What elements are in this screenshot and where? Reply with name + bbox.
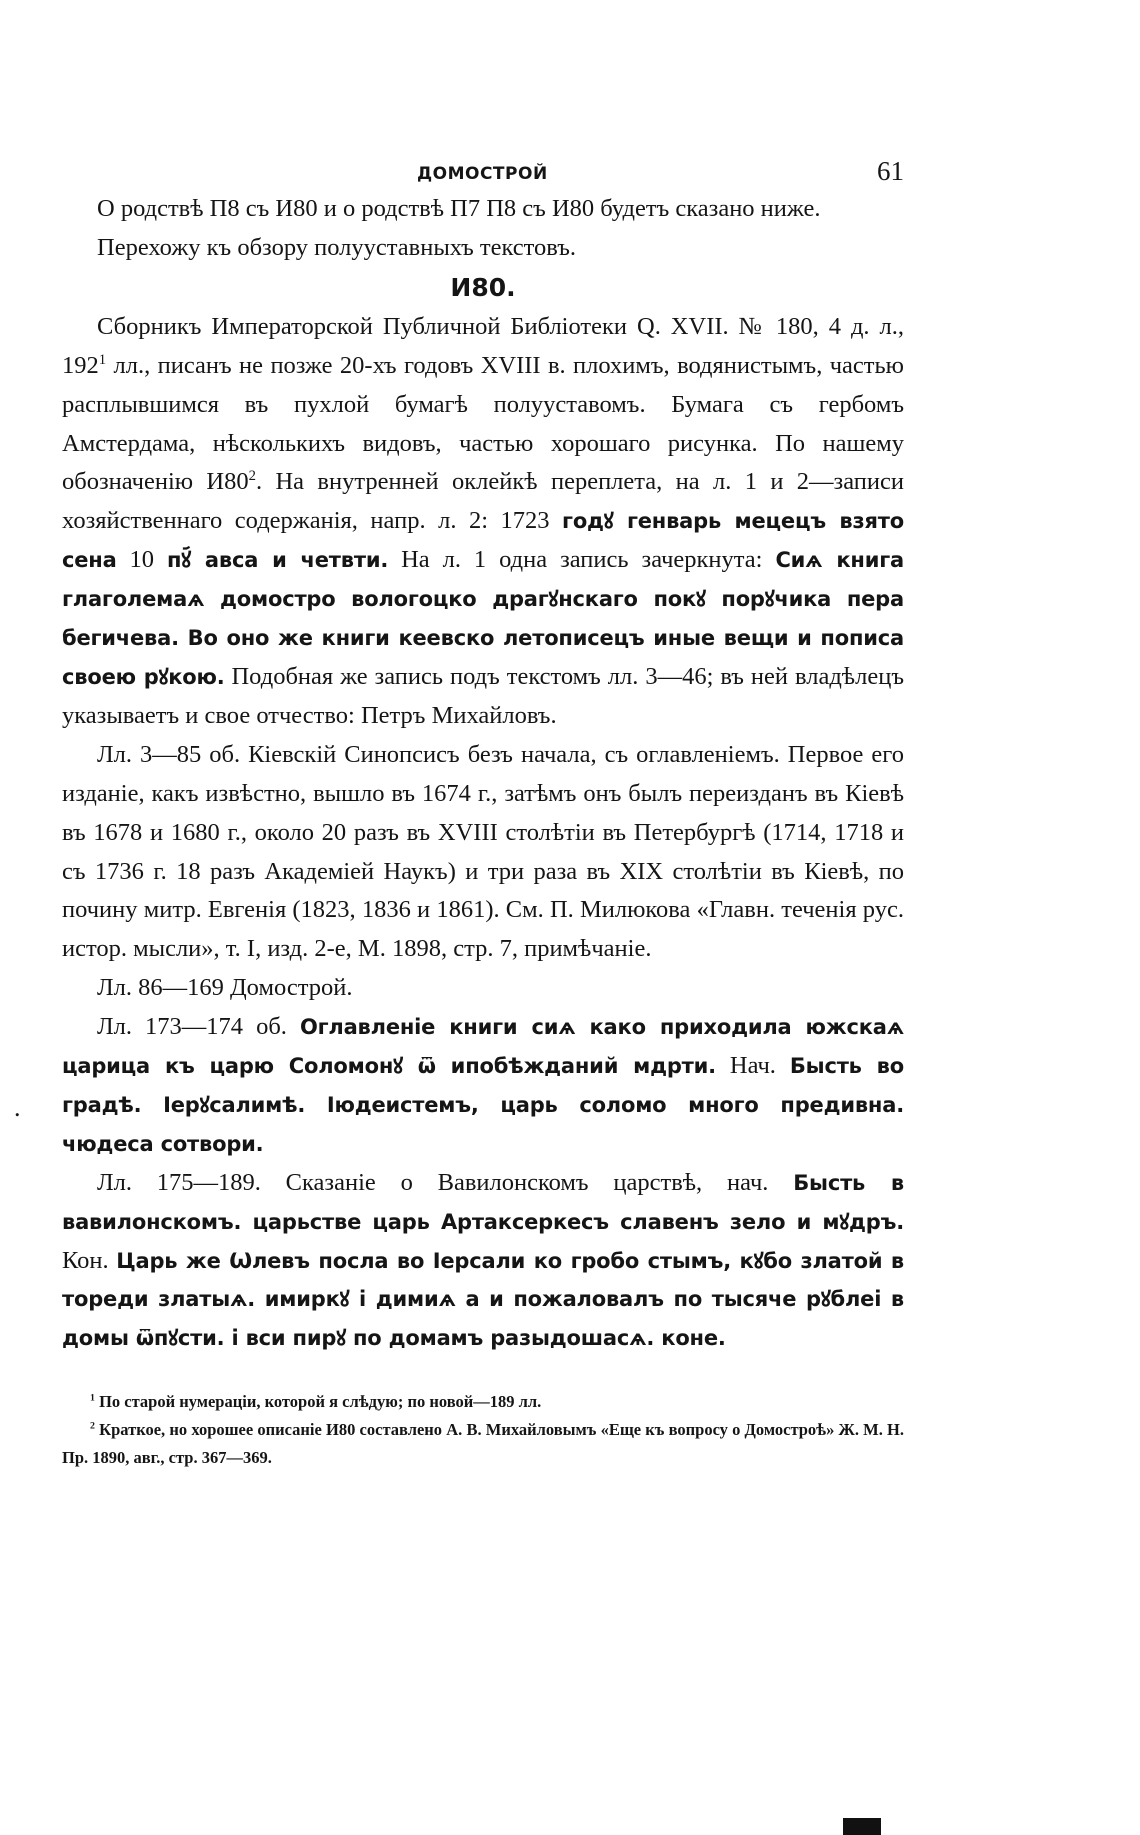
running-head: ДОМОСТРОЙ [417, 164, 548, 184]
slavonic-quote: Бысть во градѣ. Іерꙋсалимѣ. Іюдеистемъ, царь соломо много предивна. чюдеса сотвори. [62, 1054, 904, 1156]
footnote-1 [62, 1388, 904, 1416]
page-header [62, 150, 904, 190]
footnote-mark: 1 [90, 1392, 95, 1404]
scan-edge-mark [843, 1818, 881, 1835]
paragraph-domostroi: Лл. 86—169 Домострой. [97, 974, 353, 1002]
text-run: Кон. [62, 1246, 117, 1274]
slavonic-quote: Бысть в вавилонскомъ. царьстве царь Артаксеркесъ славенъ зело и мꙋдръ. [62, 1170, 904, 1234]
slavonic-quote: пꙋ᷄ авса и четвти. [166, 548, 389, 573]
text-run: 10 [116, 546, 167, 574]
footnote-text: По старой нумераціи, которой я слѣдую; по новой—189 лл. [94, 1392, 542, 1412]
text-run: . На внутренней оклейкѣ переплета, на л. 1 и 2—записи хозяйственнаго содержанія, напр. л. 2: 1723 [62, 468, 904, 535]
text-run: Лл. 173—174 об. [97, 1013, 300, 1041]
slavonic-quote: годꙋ генварь мецецъ взято сена [62, 509, 904, 573]
section-heading: И80. [450, 272, 516, 302]
page-body [62, 190, 904, 1358]
text-run: лл., писанъ не позже 20-хъ годовъ XVIII в. плохимъ, водянистымъ, частью расплывшимся въ пухлой бумагѣ полууставомъ. Бумага съ гербомъ Амстердама, нѣсколькихъ видовъ, частью хорошаго рисунка. По нашему обозначенію И80 [62, 351, 904, 496]
text-run: Нач. [715, 1052, 790, 1080]
paragraph-synopsis: Лл. 3—85 об. Кіевскій Синопсисъ безъ начала, съ оглавленіемъ. Первое его изданіе, какъ извѣстно, вышло въ 1674 г., затѣмъ онъ былъ переизданъ въ Кіевѣ въ 1678 и 1680 г., около 20 разъ въ XVIII столѣтіи въ Петербургѣ (1714, 1718 и съ 1736 г. 18 разъ Академіей Наукъ) и три раза въ XIX столѣтіи въ Кіевѣ, по почину митр. Евгенія (1823, 1836 и 1861). См. П. Милюкова «Главн. теченія рус. истор. мысли», т. I, изд. 2-е, М. 1898, стр. 7, примѣчаніе. [62, 740, 904, 963]
slavonic-quote: Царь же Ѡлевъ посла во Іерсали ко гробо стымъ, кꙋбо златой в тореди златыѧ. имиркꙋ і димиѧ а и пожаловалъ по тысяче рꙋблеі в домы ѿпꙋсти. і вси пирꙋ по домамъ разыдошасѧ. коне. [62, 1248, 905, 1351]
paragraph-queen-tale [62, 1008, 904, 1164]
page-number: 61 [877, 156, 904, 186]
book-page [62, 150, 904, 1472]
slavonic-quote: Оглавленіе книги сиѧ како приходила южскаѧ царица къ царю Соломонꙋ ѿ ипобѣжданий мдрти. [62, 1015, 904, 1079]
footnote-text: Краткое, но хорошее описаніе И80 составлено А. В. Михайловымъ «Еще къ вопросу о Домостроѣ» Ж. М. Н. Пр. 1890, авг., стр. 367—369. [62, 1420, 904, 1468]
footnotes [62, 1388, 904, 1472]
paragraph-babylon-tale [62, 1164, 904, 1359]
margin-dot: . [14, 1093, 21, 1122]
paragraph-manuscript-description [62, 308, 904, 736]
slavonic-quote: Сиѧ книга глаголемаѧ домостро вологоцко драгꙋнскаго покꙋ порꙋчика пера бегичева. Во оно же книги кеевско летописецъ иные вещи и пописа своею рꙋкою. [62, 548, 904, 689]
footnote-mark: 2 [90, 1420, 95, 1432]
text-run: Лл. 175—189. Сказаніе о Вавилонскомъ царствѣ, нач. [97, 1168, 794, 1196]
footnote-ref-2: 2 [248, 468, 256, 485]
text-run: На л. 1 одна запись зачеркнута: [388, 546, 776, 574]
text-run: Сборникъ Императорской Публичной Библіотеки Q. XVII. № 180, 4 д. л., 192 [62, 312, 904, 379]
paragraph-relations: О родствѣ П8 съ И80 и о родствѣ П7 П8 съ И80 будетъ сказано ниже. [97, 195, 821, 222]
footnote-ref-1: 1 [98, 351, 107, 368]
footnote-2 [62, 1416, 904, 1472]
text-run: Подобная же запись подъ текстомъ лл. 3—46; въ ней владѣлецъ указываетъ и свое отчество: Петръ Михайловъ. [62, 662, 904, 729]
paragraph-transition: Перехожу къ обзору полууставныхъ текстовъ. [97, 233, 577, 261]
